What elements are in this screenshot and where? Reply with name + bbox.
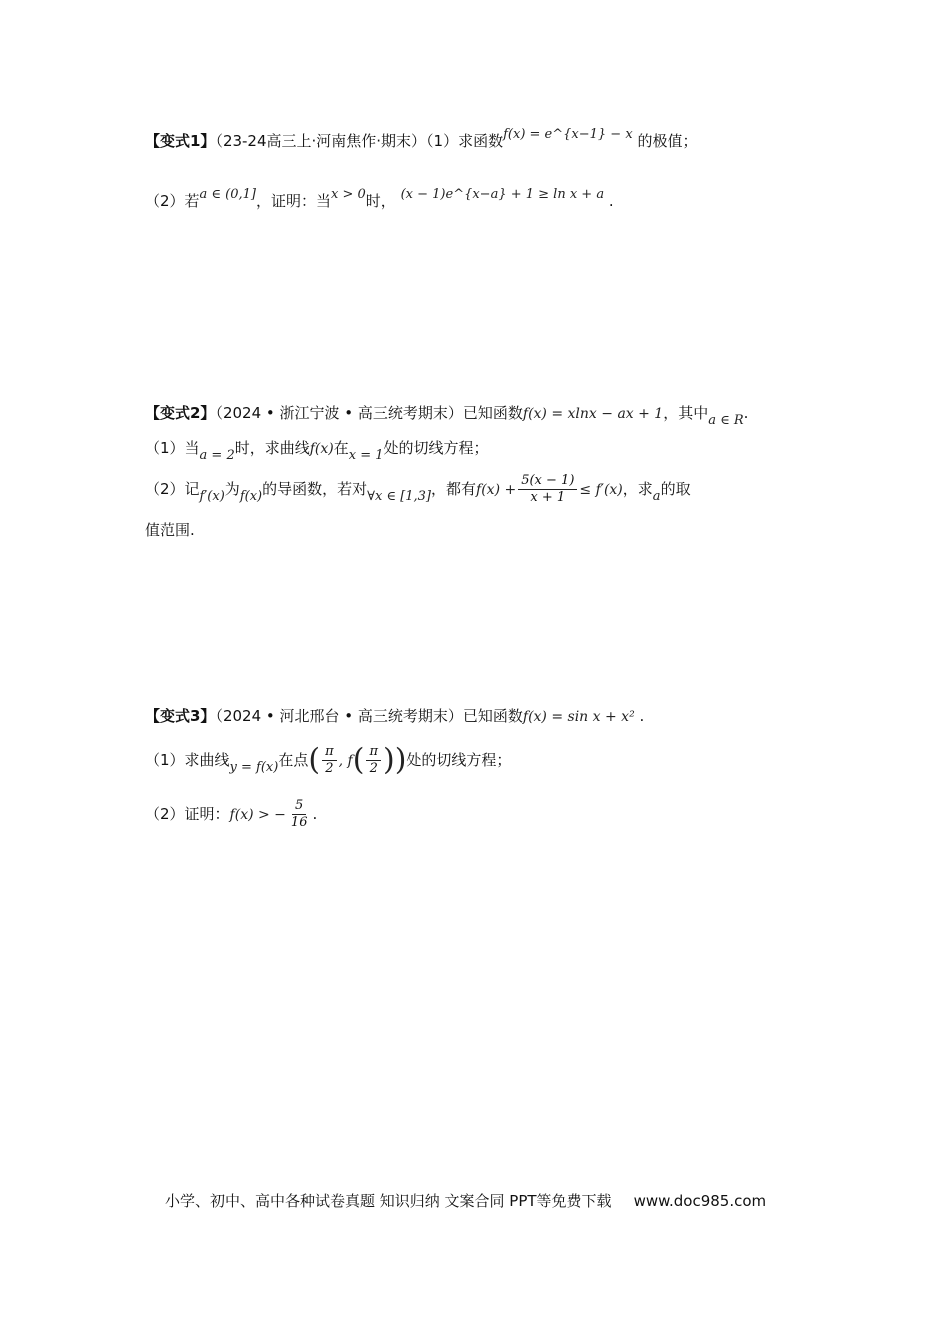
variant-2-part1-end: 处的切线方程； (383, 439, 489, 457)
variant-1-part2-end: . (608, 192, 614, 210)
variant-2-line-1 (145, 402, 748, 426)
variant-2-part2-all: ，都有 (431, 480, 477, 498)
variant-1-condition-a: a ∈ (0,1] (199, 187, 257, 202)
variant-3-pi: π (322, 744, 337, 761)
variant-3-source: （2024 • 河北邢台 • 高三统考期末）已知函数 (215, 707, 523, 725)
variant-2-part2-fraction (518, 473, 577, 506)
variant-3-inner-right-paren: ) (382, 742, 395, 778)
variant-1-inequality: (x − 1)e^{x−a} + 1 ≥ ln x + a (400, 187, 605, 202)
variant-3-two-2: 2 (369, 761, 378, 776)
variant-2-tag: 【变式2】 (145, 404, 216, 422)
variant-2-end: . (743, 404, 749, 422)
variant-1-condition-x: x > 0 (331, 187, 366, 202)
variant-2-part2-denominator: x + 1 (530, 490, 566, 505)
variant-1-part2-prefix: （2）若 (145, 192, 200, 210)
variant-3-line-3 (145, 792, 317, 837)
variant-3-tag: 【变式3】 (145, 707, 216, 725)
variant-3-two: 2 (325, 761, 334, 776)
variant-3-point-y-fraction (366, 744, 381, 777)
variant-3-part2-prefix: （2）证明： (145, 805, 230, 823)
variant-2-part2-derivative: f′(x) (199, 489, 225, 504)
variant-3-part1-curve: y = f(x) (229, 760, 279, 775)
variant-2-part2-forall: ∀x ∈ [1,3] (367, 489, 432, 504)
variant-2-part2-lhs: f(x) + (476, 482, 517, 498)
variant-3-point-x-fraction (322, 744, 337, 777)
variant-1-part2-mid: ，证明：当 (256, 192, 332, 210)
variant-2-part2-fx: f(x) (239, 489, 263, 504)
variant-1-line-1 (145, 127, 698, 154)
variant-3-part1-end: 处的切线方程； (406, 751, 512, 769)
variant-1-source: （23-24高三上·河南焦作·期末）（1）求函数 (215, 132, 504, 150)
variant-3-right-paren: ) (394, 742, 407, 778)
variant-3-inner-left-paren: ( (352, 742, 365, 778)
footer-text: 小学、初中、高中各种试卷真题 知识归纳 文案合同 PPT等免费下载 (165, 1192, 612, 1210)
variant-3-point-f: , f (338, 753, 353, 769)
variant-2-part2-a: a (652, 489, 661, 504)
variant-2-part1-mid: 时，求曲线 (234, 439, 310, 457)
variant-1-function: f(x) = e^{x−1} − x (503, 127, 633, 142)
variant-3-line-1 (145, 705, 644, 728)
variant-1-line-2 (145, 187, 614, 214)
variant-2-line-4 (145, 519, 195, 541)
variant-2-part1-a: a = 2 (199, 448, 235, 463)
variant-2-part2-rhs: ≤ f′(x) (579, 482, 623, 498)
variant-2-part2-mid: 的导函数，若对 (262, 480, 368, 498)
variant-2-source: （2024 • 浙江宁波 • 高三统考期末）已知函数 (215, 404, 523, 422)
variant-3-part1-at: 在点 (278, 751, 309, 769)
variant-3-left-paren: ( (308, 742, 321, 778)
variant-1-tag: 【变式1】 (145, 132, 216, 150)
variant-2-part2-numerator: 5(x − 1) (518, 473, 577, 490)
variant-3-line-2 (145, 738, 511, 784)
variant-3-pi-2: π (366, 744, 381, 761)
variant-3-part2-numerator: 5 (292, 798, 306, 815)
variant-3-function: f(x) = sin x + x² (522, 709, 635, 725)
variant-3-end: . (639, 707, 645, 725)
variant-3-part2-end: . (312, 805, 318, 823)
variant-3-part2-lhs: f(x) > − (229, 807, 286, 823)
variant-1-after-function: 的极值； (637, 132, 698, 150)
variant-2-function: f(x) = xlnx − ax + 1 (522, 406, 664, 422)
variant-2-part2-is: 为 (224, 480, 240, 498)
page-footer (165, 1190, 766, 1211)
variant-2-part2-ask: ，求 (622, 480, 653, 498)
variant-2-part1-at: 在 (333, 439, 349, 457)
variant-3-part2-fraction (288, 798, 311, 831)
variant-2-line-3 (145, 470, 691, 510)
variant-2-part1-fx: f(x) (309, 441, 334, 457)
variant-2-part1-x: x = 1 (348, 448, 384, 463)
variant-2-part2-prefix: （2）记 (145, 480, 200, 498)
variant-3-part2-denominator: 16 (290, 815, 308, 830)
footer-url[interactable]: www.doc985.com (633, 1192, 767, 1210)
variant-2-a-in-R: a ∈ R (708, 413, 744, 428)
variant-3-part1-prefix: （1）求曲线 (145, 751, 230, 769)
variant-2-mid: ，其中 (663, 404, 709, 422)
variant-2-line-2 (145, 437, 489, 461)
variant-2-part2-tail: 的取 (660, 480, 691, 498)
variant-1-part2-when: 时， (365, 192, 396, 210)
variant-2-part2-line2: 值范围. (145, 521, 195, 539)
variant-2-part1-prefix: （1）当 (145, 439, 200, 457)
